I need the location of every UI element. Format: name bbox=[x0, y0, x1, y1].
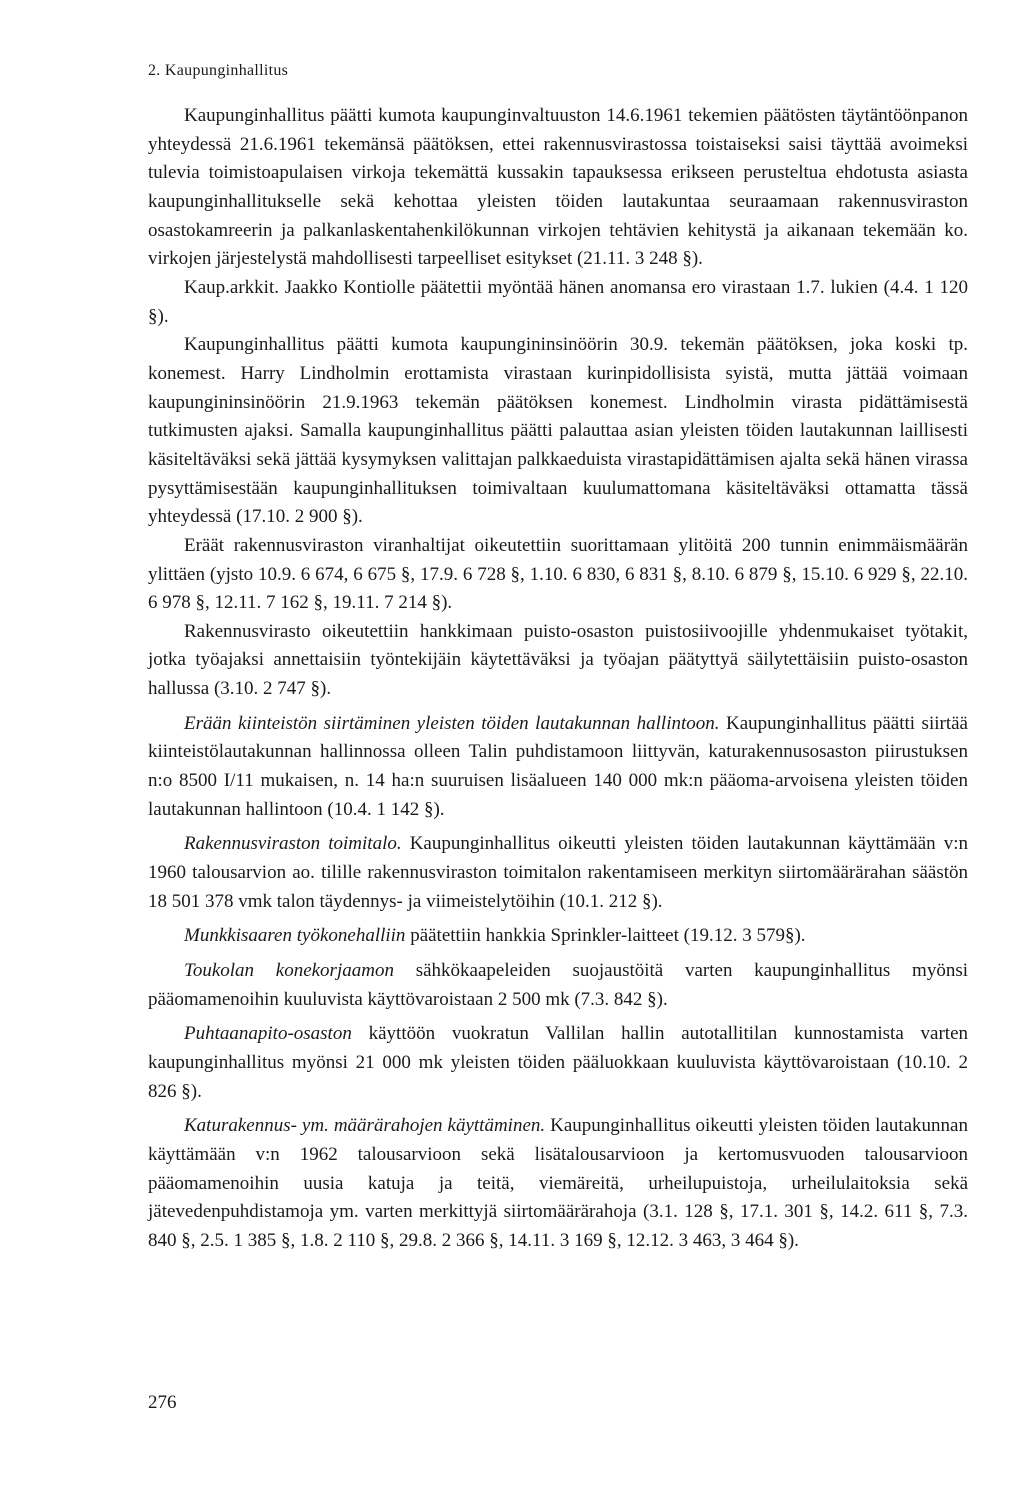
paragraph-text: Kaupunginhallitus oikeutti yleisten töiden lautakunnan käyttämään v:n 1962 talousarvioon sekä lisätalousarvioon ja kertomusvuoden talousarvioon pääomamenoihin uusia katuja ja teitä, viemäreitä, urheilupuistoja, urheilulaitoksia sekä jätevedenpuhdistamoja ym. varten merkittyjä siirtomäärärahoja (3.1. 128 §, 17.1. 301 §, 14.2. 611 §, 7.3. 840 §, 2.5. 1 385 §, 1.8. 2 110 §, 29.8. 2 366 §, 14.11. 3 169 §, 12.12. 3 463, 3 464 §). bbox=[148, 1115, 968, 1251]
paragraph-lead: Rakennusviraston toimitalo. bbox=[184, 833, 402, 855]
paragraph-text: päätettiin hankkia Sprinkler-laitteet (19.12. 3 579§). bbox=[405, 925, 806, 947]
body-text bbox=[148, 102, 968, 1256]
paragraph bbox=[148, 922, 968, 951]
paragraph-lead: Erään kiinteistön siirtäminen yleisten töiden lautakunnan hallintoon. bbox=[184, 712, 720, 734]
paragraph bbox=[148, 830, 968, 916]
paragraph-lead: Toukolan konekorjaamon bbox=[184, 960, 394, 982]
paragraph-text: Kaupunginhallitus oikeutti yleisten töiden lautakunnan käyttämään v:n 1960 talousarvion ao. tilille rakennusviraston toimitalon rakentamiseen merkityn siirtomäärärahan säästön 18 501 378 vmk talon täydennys- ja viimeistelytöihin (10.1. 212 §). bbox=[148, 833, 968, 912]
paragraph bbox=[148, 957, 968, 1014]
paragraph-lead: Munkkisaaren työkonehalliin bbox=[184, 925, 406, 947]
paragraph: Kaupunginhallitus päätti kumota kaupunginvaltuuston 14.6.1961 tekemien päätösten täytäntöönpanon yhteydessä 21.6.1961 tekemänsä päätöksen, ettei rakennusvirastossa toistaiseksi saisi täyttää avoimeksi tulevia toimistoapulaisen virkoja tekemättä kussakin tapauksessa erikseen perusteltua ehdotusta asiasta kaupunginhallitukselle sekä kehottaa yleisten töiden lautakuntaa seuraamaan rakennusviraston osastokamreerin ja palkanlaskentahenkilökunnan virkojen tehtävien kehitystä ja aikanaan tekemään ko. virkojen järjestelystä mahdollisesti tarpeelliset esitykset (21.11. 3 248 §). bbox=[148, 105, 968, 270]
paragraph-lead: Puhtaanapito-osaston bbox=[184, 1023, 352, 1045]
paragraph-lead: Katurakennus- ym. määrärahojen käyttäminen. bbox=[184, 1115, 546, 1137]
paragraph: Kaupunginhallitus päätti kumota kaupungininsinöörin 30.9. tekemän päätöksen, joka koski tp. konemest. Harry Lindholmin erottamista virastaan kurinpidollisista syistä, mutta jättää voimaan kaupungininsinöörin 21.9.1963 tekemän päätöksen konemest. Lindholmin virasta pidättämisestä tutkimusten ajaksi. Samalla kaupunginhallitus päätti palauttaa asian yleisten töiden lautakunnan laillisesti käsiteltäväksi sekä jättää kysymyksen valittajan palkkaeduista virastapidättämisen ajalta sekä hänen virassa pysyttämisestään kaupunginhallituksen toimivaltaan kuulumattomana käsiteltäväksi ottamatta tässä yhteydessä (17.10. 2 900 §). bbox=[148, 334, 968, 528]
paragraph: Eräät rakennusviraston viranhaltijat oikeutettiin suorittamaan ylitöitä 200 tunnin enimmäismäärän ylittäen (yjsto 10.9. 6 674, 6 675 §, 17.9. 6 728 §, 1.10. 6 830, 6 831 §, 8.10. 6 879 §, 15.10. 6 929 §, 22.10. 6 978 §, 12.11. 7 162 §, 19.11. 7 214 §). bbox=[148, 534, 968, 614]
page-number: 276 bbox=[148, 1392, 177, 1413]
paragraph bbox=[148, 1020, 968, 1106]
paragraph-text: sähkökaapeleiden suojaustöitä varten kaupunginhallitus myönsi pääomamenoihin kuuluvista käyttövaroistaan 2 500 mk (7.3. 842 §). bbox=[148, 960, 968, 1010]
paragraph: Rakennusvirasto oikeutettiin hankkimaan puisto-osaston puistosiivoojille yhdenmukaiset työtakit, jotka työajaksi annettaisiin työntekijäin käytettäväksi ja työajan päätyttyä säilytettäisiin puisto-osaston hallussa (3.10. 2 747 §). bbox=[148, 620, 968, 700]
paragraph bbox=[148, 710, 968, 825]
paragraph-text: käyttöön vuokratun Vallilan hallin autotallitilan kunnostamista varten kaupunginhallitus myönsi 21 000 mk yleisten töiden pääluokkaan kuuluvista käyttövaroistaan (10.10. 2 826 §). bbox=[148, 1023, 968, 1102]
running-header: 2. Kaupunginhallitus bbox=[148, 62, 289, 79]
paragraph bbox=[148, 1112, 968, 1255]
paragraph: Kaup.arkkit. Jaakko Kontiolle päätettii myöntää hänen anomansa ero virastaan 1.7. lukien (4.4. 1 120 §). bbox=[148, 276, 968, 327]
paragraph-text: Kaupunginhallitus päätti siirtää kiinteistölautakunnan hallinnossa olleen Talin puhdistamoon liittyvän, katurakennusosaston piirustuksen n:o 8500 I/11 mukaisen, n. 14 ha:n suuruisen lisäalueen 140 000 mk:n pääoma-arvoisena yleisten töiden lautakunnan hallintoon (10.4. 1 142 §). bbox=[148, 712, 968, 820]
